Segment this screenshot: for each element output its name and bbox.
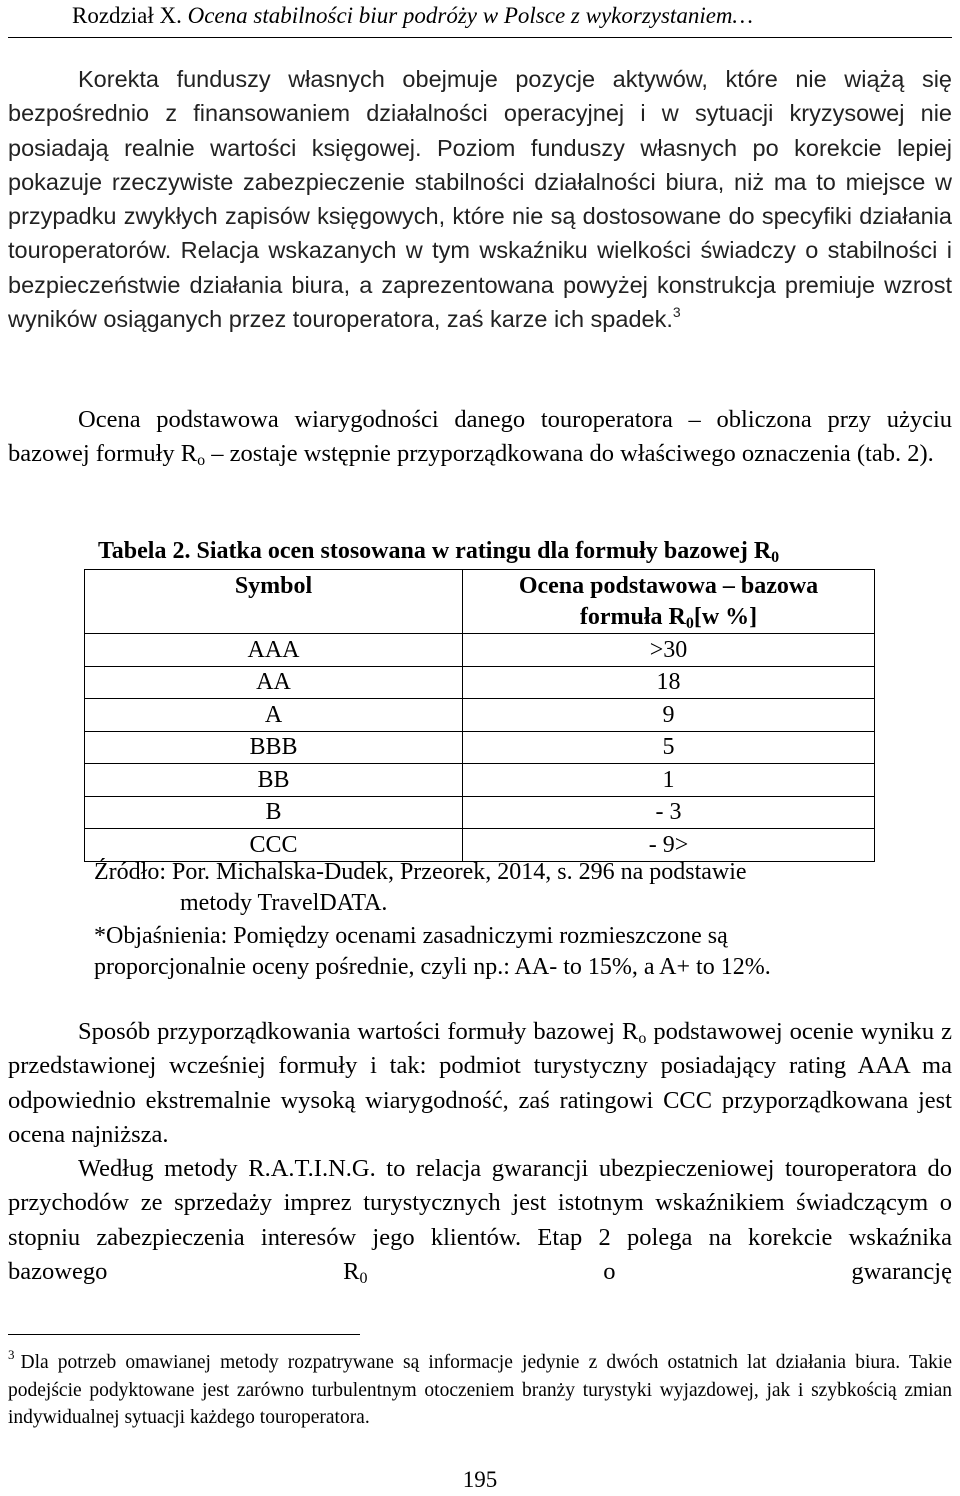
paragraph-rating-method xyxy=(8,1152,952,1289)
running-header xyxy=(72,2,882,30)
paragraph-mapping-text-2: podstawowej ocenie wyniku z przedstawionej wcześniej formuły i tak: podmiot turystyczny posiadający rating AAA ma odpowiednio ekstremalnie wysoką wiarygodność, zaś ratingowi CCC przyporządkowana jest ocena najniższa. xyxy=(8,1018,953,1148)
table-row xyxy=(85,764,875,797)
running-header-chapter: Rozdział X. xyxy=(72,3,188,28)
footnote-text: Dla potrzeb omawianej metody rozpatrywane są informacje jedynie z dwóch ostatnich lat działania biura. Takie podejście podyktowane jest zarówno turbulentnym otoczeniem branży turystyki wyjazdowej, jak i szybkością zmian indywidualnej sytuacji każdego touroperatora. xyxy=(8,1352,952,1428)
header-score xyxy=(463,570,875,634)
paragraph-fund-correction-text: Korekta funduszy własnych obejmuje pozycje aktywów, które nie wiążą się bezpośrednio z finansowaniem działalności operacyjnej i w sytuacji kryzysowej nie posiadają realnie wartości księgowej. Poziom funduszy własnych po korekcie lepiej pokazuje rzeczywiste zabezpieczenie stabilności działalności biura, niż ma to miejsce w przypadku zwykłych zapisów księgowych, które nie są dostosowane do specyfiki działania touroperatorów. Relacja wskazanych w tym wskaźniku wielkości świadczy o stabilności i bezpieczeństwie działania biura, a zaprezentowana powyżej konstrukcja premiuje wzrost wyników osiąganych przez touroperatora, zaś karze ich spadek. xyxy=(8,66,952,333)
cell-score: - 3 xyxy=(463,796,875,829)
table-note-line-1: *Objaśnienia: Pomiędzy ocenami zasadniczymi rozmieszczone są xyxy=(94,923,728,949)
cell-symbol: CCC xyxy=(85,829,463,862)
cell-score: 9 xyxy=(463,699,875,732)
paragraph-rating-method-subscript: 0 xyxy=(359,1269,368,1287)
header-symbol-text: Symbol xyxy=(234,573,313,599)
paragraph-mapping-text-1: Sposób przyporządkowania wartości formuły bazowej R xyxy=(78,1018,639,1045)
footnote-ref-3[interactable]: 3 xyxy=(672,304,681,321)
table-note-line-2: proporcjonalnie oceny pośrednie, czyli np.: AA- to 15%, a A+ to 12%. xyxy=(94,954,771,980)
table-source-line-2: metody TravelDATA. xyxy=(180,890,388,916)
cell-symbol: B xyxy=(85,796,463,829)
rating-grid-table xyxy=(84,569,875,862)
cell-score: 18 xyxy=(463,666,875,699)
table-row xyxy=(85,796,875,829)
cell-score: >30 xyxy=(463,634,875,667)
footnote-3 xyxy=(8,1349,952,1432)
cell-symbol: AA xyxy=(85,666,463,699)
cell-symbol: BBB xyxy=(85,731,463,764)
header-score-line-2: formuła R xyxy=(579,604,686,630)
cell-symbol: AAA xyxy=(85,634,463,667)
paragraph-base-score-text-2: – zostaje wstępnie przyporządkowana do właściwego oznaczenia (tab. 2). xyxy=(205,440,934,468)
table-caption-subscript: 0 xyxy=(771,549,780,566)
paragraph-base-score-text-1: Ocena podstawowa wiarygodności danego touroperatora – obliczona przy użyciu bazowej formuły R xyxy=(8,406,952,468)
table-source-line-1: Źródło: Por. Michalska-Dudek, Przeorek, 2014, s. 296 na podstawie xyxy=(94,859,747,885)
header-score-subscript: 0 xyxy=(685,615,694,632)
cell-symbol: A xyxy=(85,699,463,732)
running-header-title: Ocena stabilności biur podróży w Polsce z wykorzystaniem… xyxy=(187,3,753,28)
table-header-row xyxy=(85,570,875,634)
table-row xyxy=(85,634,875,667)
cell-score: 1 xyxy=(463,764,875,797)
table-row xyxy=(85,666,875,699)
table-caption-text: Tabela 2. Siatka ocen stosowana w ratingu dla formuły bazowej R xyxy=(98,538,772,564)
header-score-line-1: Ocena podstawowa – bazowa xyxy=(518,573,819,599)
formula-subscript: o xyxy=(197,452,206,470)
cell-score: - 9> xyxy=(463,829,875,862)
paragraph-fund-correction xyxy=(8,62,952,336)
footnote-divider xyxy=(8,1334,360,1335)
paragraph-base-score xyxy=(8,403,952,472)
cell-symbol: BB xyxy=(85,764,463,797)
page-number: 195 xyxy=(462,1467,498,1492)
paragraph-mapping xyxy=(8,1015,952,1152)
cell-score: 5 xyxy=(463,731,875,764)
header-symbol xyxy=(85,570,463,634)
header-score-unit: [w %] xyxy=(693,604,758,630)
footnote-number: 3 xyxy=(8,1347,15,1362)
paragraph-rating-method-text-2: o gwarancję xyxy=(367,1257,952,1285)
table-row xyxy=(85,699,875,732)
paragraph-mapping-subscript: o xyxy=(638,1030,647,1047)
header-divider xyxy=(8,37,952,38)
table-caption xyxy=(98,536,779,566)
paragraph-rating-method-text-1: Według metody R.A.T.I.N.G. to relacja gwarancji ubezpieczeniowej touroperatora do przychodów ze sprzedaży imprez turystycznych jest istotnym wskaźnikiem świadczącym o stopniu zabezpieczenia interesów jego klientów. Etap 2 polega na korekcie wskaźnika bazowego R xyxy=(8,1155,952,1285)
table-row xyxy=(85,731,875,764)
